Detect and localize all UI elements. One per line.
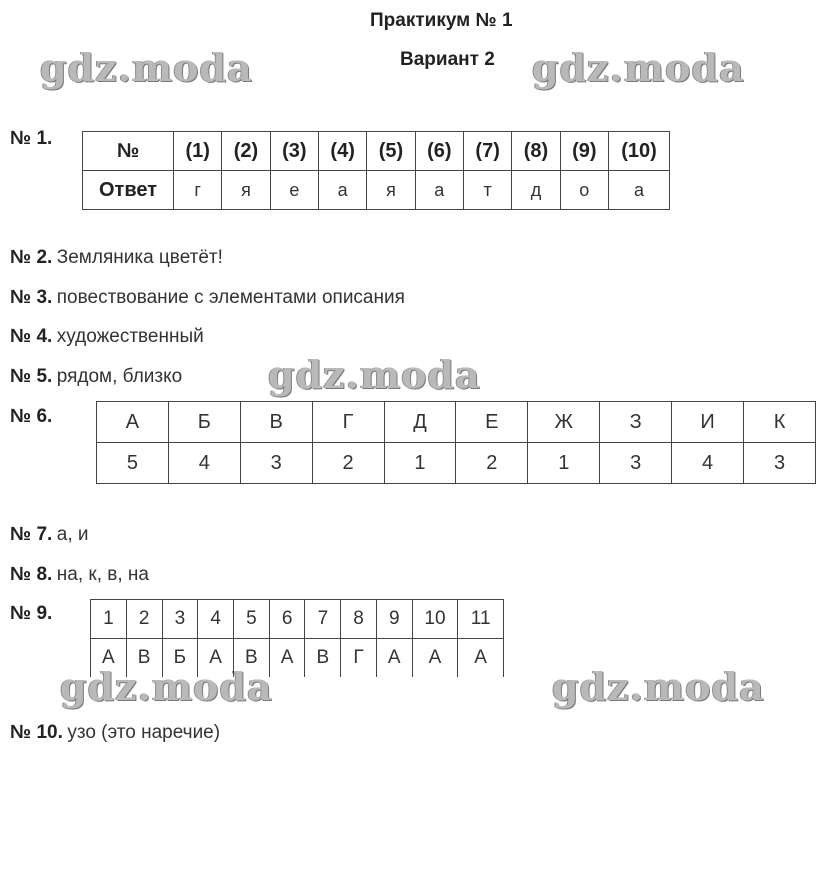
table-header-row <box>83 132 670 171</box>
table-cell: (3) <box>270 132 318 171</box>
table-cell: А <box>91 639 127 678</box>
table-cell: 5 <box>233 600 269 639</box>
table-cell: А <box>458 639 504 678</box>
table-cell: 3 <box>744 443 816 484</box>
watermark: gdz.moda <box>552 664 765 709</box>
task-4 <box>10 326 204 348</box>
table-cell: (6) <box>415 132 463 171</box>
table-cell: 3 <box>162 600 198 639</box>
table-cell: а <box>609 171 670 210</box>
table-cell: В <box>233 639 269 678</box>
task-8-label: № 8. <box>10 564 53 585</box>
table-cell: 4 <box>672 443 744 484</box>
table-cell: 10 <box>412 600 458 639</box>
task-9-table <box>90 599 504 677</box>
task-1-label: № 1. <box>10 128 53 149</box>
table-cell: 2 <box>126 600 162 639</box>
table-cell: 1 <box>384 443 456 484</box>
table-header-row <box>97 402 816 443</box>
table-cell: Ж <box>528 402 600 443</box>
table-header-row <box>91 600 504 639</box>
table-cell: Г <box>312 402 384 443</box>
task-10-label: № 10. <box>10 722 63 743</box>
table-row <box>83 171 670 210</box>
table-cell: (9) <box>560 132 608 171</box>
task-7-answer: а, и <box>56 524 89 545</box>
table-cell: Б <box>162 639 198 678</box>
table-cell: 4 <box>168 443 240 484</box>
task-5-label: № 5. <box>10 366 53 387</box>
table-cell: К <box>744 402 816 443</box>
table-cell: 1 <box>91 600 127 639</box>
table-cell: т <box>463 171 511 210</box>
table-cell: а <box>415 171 463 210</box>
table-cell: г <box>174 171 222 210</box>
table-cell: № <box>83 132 174 171</box>
table-cell: (7) <box>463 132 511 171</box>
table-cell: И <box>672 402 744 443</box>
table-cell: 3 <box>600 443 672 484</box>
task-2 <box>10 247 223 269</box>
task-8 <box>10 564 149 586</box>
table-cell: 2 <box>312 443 384 484</box>
table-cell: я <box>222 171 270 210</box>
table-cell: Б <box>168 402 240 443</box>
task-6-table <box>96 401 816 484</box>
task-5 <box>10 366 182 388</box>
task-7-label: № 7. <box>10 524 53 545</box>
table-cell: Ответ <box>83 171 174 210</box>
table-cell: В <box>305 639 341 678</box>
task-1-table <box>82 131 670 210</box>
task-2-answer: Земляника цветёт! <box>56 247 223 268</box>
task-3 <box>10 287 405 309</box>
watermark: gdz.moda <box>40 45 253 90</box>
variant-label: Вариант 2 <box>400 49 495 70</box>
table-cell: (8) <box>512 132 560 171</box>
table-cell: 9 <box>376 600 412 639</box>
table-cell: я <box>367 171 415 210</box>
table-cell: о <box>560 171 608 210</box>
table-cell: Д <box>384 402 456 443</box>
table-cell: А <box>269 639 305 678</box>
table-cell: Г <box>341 639 377 678</box>
task-6-label: № 6. <box>10 406 53 427</box>
watermark: gdz.moda <box>532 45 745 90</box>
task-4-answer: художественный <box>56 326 204 347</box>
table-cell: 7 <box>305 600 341 639</box>
table-cell: 8 <box>341 600 377 639</box>
task-7 <box>10 524 89 546</box>
table-cell: д <box>512 171 560 210</box>
table-cell: А <box>376 639 412 678</box>
table-cell: (2) <box>222 132 270 171</box>
table-cell: (5) <box>367 132 415 171</box>
table-cell: А <box>97 402 169 443</box>
table-cell: е <box>270 171 318 210</box>
table-cell: 4 <box>198 600 234 639</box>
table-cell: (4) <box>318 132 366 171</box>
table-cell: 6 <box>269 600 305 639</box>
watermark: gdz.moda <box>60 664 273 709</box>
watermark: gdz.moda <box>268 352 481 397</box>
table-cell: В <box>126 639 162 678</box>
table-cell: 5 <box>97 443 169 484</box>
task-10 <box>10 722 220 744</box>
task-2-label: № 2. <box>10 247 53 268</box>
task-9-label: № 9. <box>10 603 53 624</box>
table-cell: З <box>600 402 672 443</box>
table-row <box>97 443 816 484</box>
table-cell: (1) <box>174 132 222 171</box>
table-cell: (10) <box>609 132 670 171</box>
task-8-answer: на, к, в, на <box>56 564 149 585</box>
task-3-label: № 3. <box>10 287 53 308</box>
table-cell: Е <box>456 402 528 443</box>
table-cell: А <box>412 639 458 678</box>
task-3-answer: повествование с элементами описания <box>56 287 405 308</box>
task-4-label: № 4. <box>10 326 53 347</box>
page-title: Практикум № 1 <box>370 10 513 31</box>
table-row <box>91 639 504 678</box>
task-5-answer: рядом, близко <box>56 366 183 387</box>
table-cell: а <box>318 171 366 210</box>
table-cell: 1 <box>528 443 600 484</box>
table-cell: А <box>198 639 234 678</box>
table-cell: 11 <box>458 600 504 639</box>
table-cell: 2 <box>456 443 528 484</box>
task-10-answer: узо (это наречие) <box>67 722 221 743</box>
table-cell: 3 <box>240 443 312 484</box>
table-cell: В <box>240 402 312 443</box>
